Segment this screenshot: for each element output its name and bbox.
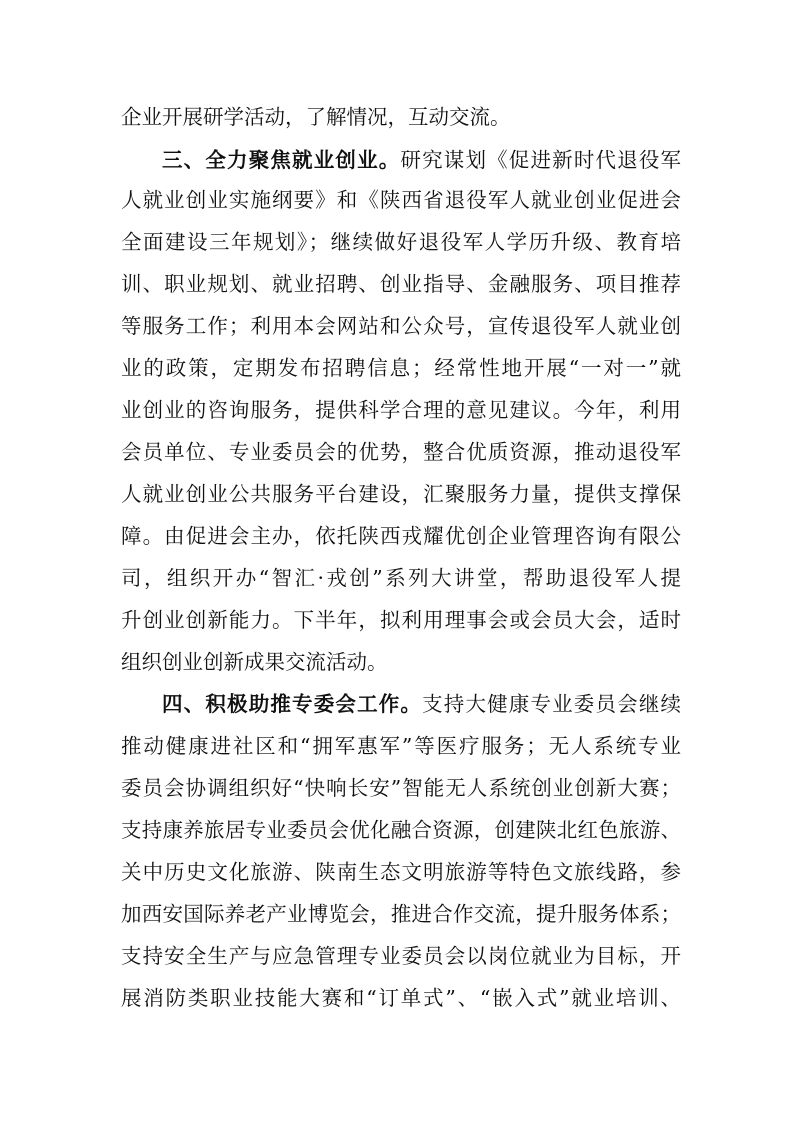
text-run: 支持大健康专业委员会继续 — [422, 692, 682, 716]
section4-heading: 四、积极助推专委会工作。 — [162, 692, 423, 716]
text-line: 业创业的咨询服务，提供科学合理的意见建议。今年，利用 — [121, 398, 681, 422]
text-line: 组织创业创新成果交流活动。 — [121, 650, 388, 674]
text-line: 全面建设三年规划》；继续做好退役军人学历升级、教育培 — [121, 230, 681, 254]
text-line: 司，组织开办“智汇·戎创”系列大讲堂，帮助退役军人提 — [121, 566, 681, 590]
text-line: 人就业创业公共服务平台建设，汇聚服务力量，提供支撑保 — [121, 482, 681, 506]
text-line: 委员会协调组织好“快响长安”智能无人系统创业创新大赛； — [121, 776, 681, 800]
text-line: 障。由促进会主办，依托陕西戎耀优创企业管理咨询有限公 — [121, 524, 681, 548]
text-line: 支持康养旅居专业委员会优化融合资源，创建陕北红色旅游、 — [121, 818, 681, 842]
text-line: 企业开展研学活动，了解情况，互动交流。 — [121, 105, 511, 129]
text-line: 加西安国际养老产业博览会，推进合作交流，提升服务体系； — [121, 902, 681, 926]
text-line: 展消防类职业技能大赛和“订单式”、“嵌入式”就业培训、 — [121, 986, 681, 1010]
text-line: 关中历史文化旅游、陕南生态文明旅游等特色文旅线路，参 — [121, 860, 681, 884]
text-line: 业的政策，定期发布招聘信息；经常性地开展“一对一”就 — [121, 356, 681, 380]
text-line: 训、职业规划、就业招聘、创业指导、金融服务、项目推荐 — [121, 272, 681, 296]
text-line: 推动健康进社区和“拥军惠军”等医疗服务；无人系统专业 — [121, 734, 681, 758]
text-line: 支持安全生产与应急管理专业委员会以岗位就业为目标，开 — [121, 944, 681, 968]
text-run: 研究谋划《促进新时代退役军 — [400, 148, 682, 172]
text-line: 会员单位、专业委员会的优势，整合优质资源，推动退役军 — [121, 440, 681, 464]
text-line: 人就业创业实施纲要》和《陕西省退役军人就业创业促进会 — [121, 188, 681, 212]
text-line: 等服务工作；利用本会网站和公众号，宣传退役军人就业创 — [121, 314, 681, 338]
paragraph-section4-first-line — [162, 684, 681, 724]
paragraph-section3-first-line — [162, 140, 681, 180]
text-line: 升创业创新能力。下半年，拟利用理事会或会员大会，适时 — [121, 608, 681, 632]
section3-heading: 三、全力聚焦就业创业。 — [162, 148, 401, 172]
